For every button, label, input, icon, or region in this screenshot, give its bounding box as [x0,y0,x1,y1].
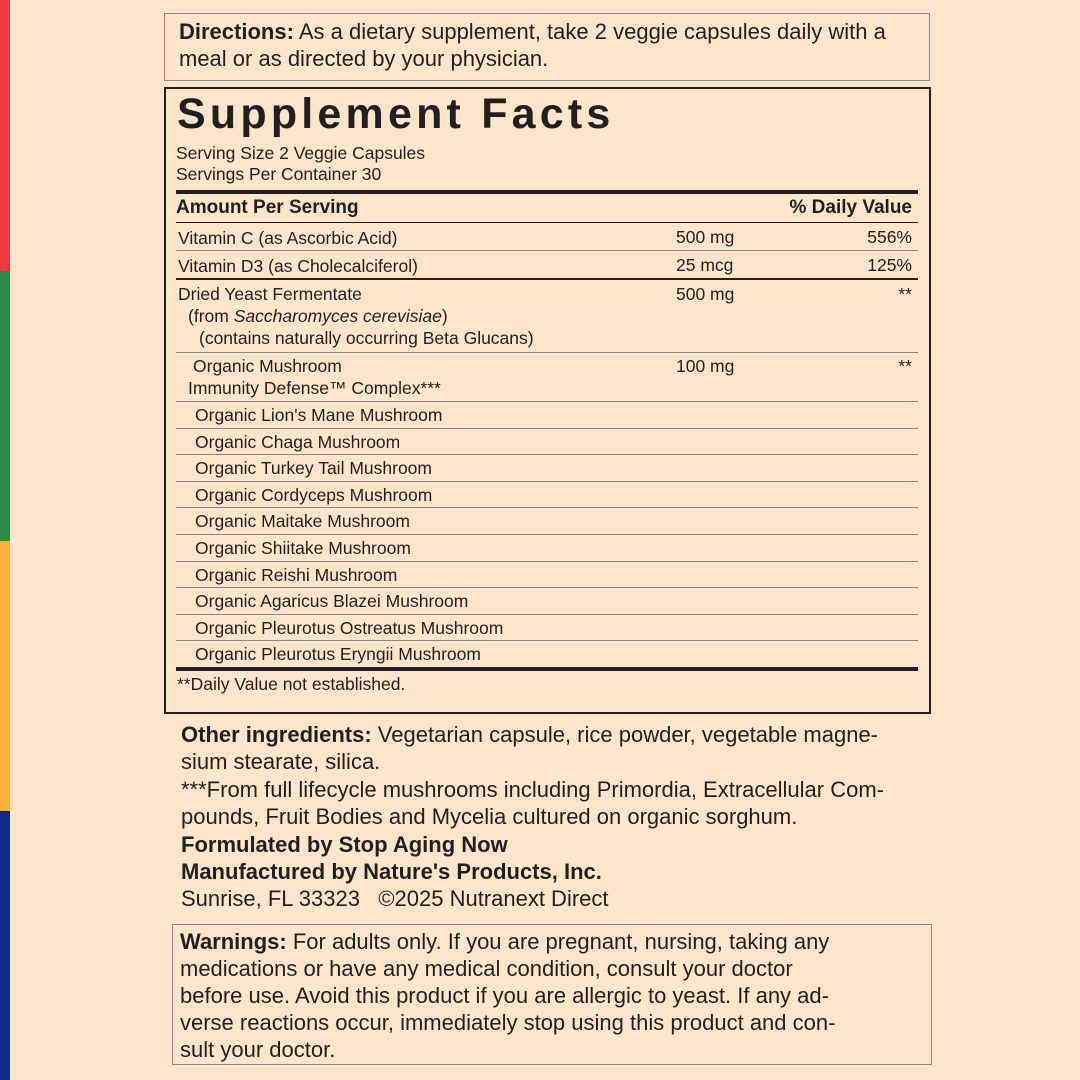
vitamin-d3-row [176,251,918,280]
list-item: Organic Cordyceps Mushroom [176,482,918,509]
complex-dv: ** [898,356,912,376]
stripe-orange [0,541,10,811]
color-stripes [0,0,10,1080]
dv-footnote: **Daily Value not established. [177,674,406,695]
yeast-line1: Dried Yeast Fermentate [178,284,362,304]
nutrient-dv: 125% [867,255,912,275]
formulated-by: Formulated by Stop Aging Now [181,831,508,857]
list-item: Organic Agaricus Blazei Mushroom [176,588,918,615]
warnings-line3: before use. Avoid this product if you are allergic to yeast. If any ad- [180,983,829,1008]
directions-box [164,13,930,81]
stripe-blue [0,811,10,1080]
other-line4: pounds, Fruit Bodies and Mycelia cultured on organic sorghum. [181,804,798,830]
nutrient-amount: 500 mg [676,227,735,247]
servings-per-container: Servings Per Container 30 [176,164,382,184]
other-line1 [181,721,941,748]
list-item: Organic Turkey Tail Mushroom [176,455,918,482]
nutrient-amount: 25 mcg [676,255,734,275]
other-ingredients [181,721,941,913]
serving-size: Serving Size 2 Veggie Capsules [176,143,426,163]
warnings-line5: sult your doctor. [180,1037,336,1062]
address-copyright: Sunrise, FL 33323 ©2025 Nutranext Direct [181,886,609,912]
warnings-label: Warnings: [180,929,287,954]
facts-header-row [176,194,918,223]
mushroom-list [176,402,918,671]
directions-label: Directions: [179,19,294,44]
nutrient-name: Vitamin C (as Ascorbic Acid) [178,228,398,248]
list-item: Organic Maitake Mushroom [176,508,918,535]
other-label: Other ingredients: [181,722,372,747]
list-item: Organic Reishi Mushroom [176,562,918,589]
vitamin-c-row [176,223,918,251]
facts-title: Supplement Facts [177,90,615,138]
yeast-row [176,280,918,353]
yeast-line2 [178,305,918,327]
list-item: Organic Pleurotus Eryngii Mushroom [176,641,918,671]
nutrient-name: Vitamin D3 (as Cholecalciferol) [178,256,418,276]
yeast-name [176,280,918,349]
list-item: Organic Lion's Mane Mushroom [176,402,918,429]
supplement-facts-panel [164,87,931,714]
other-text: Vegetarian capsule, rice powder, vegetable magne- [371,722,879,747]
warnings-text: For adults only. If you are pregnant, nursing, taking any [286,929,830,954]
other-line3: ***From full lifecycle mushrooms including Primordia, Extracellular Com- [181,776,884,802]
directions-text: As a dietary supplement, take 2 veggie capsules daily with a meal or as directed by your physician. [179,19,886,71]
complex-line1: Organic Mushroom [193,356,342,376]
nutrient-dv: 556% [867,227,912,247]
header-amount: Amount Per Serving [176,197,359,218]
yeast-dv: ** [898,284,912,304]
complex-row [176,353,918,402]
warnings-line2: medications or have any medical condition, consult your doctor [180,956,793,981]
complex-amount: 100 mg [676,356,735,376]
serving-info [176,143,918,185]
other-line2: sium stearate, silica. [181,749,381,775]
warnings-line1 [180,928,924,955]
yeast-amount: 500 mg [676,284,735,304]
header-dv: % Daily Value [789,197,912,218]
list-item: Organic Chaga Mushroom [176,429,918,456]
complex-name [176,353,918,399]
warnings-line4: verse reactions occur, immediately stop using this product and con- [180,1010,836,1035]
list-item: Organic Pleurotus Ostreatus Mushroom [176,615,918,642]
yeast-line2-prefix: (from [188,306,234,326]
stripe-green [0,271,10,541]
manufactured-by: Manufactured by Nature's Products, Inc. [181,859,602,885]
stripe-red [0,0,10,271]
complex-line2: Immunity Defense™ Complex*** [188,378,441,398]
list-item: Organic Shiitake Mushroom [176,535,918,562]
yeast-species: Saccharomyces cerevisiae [233,306,442,326]
warnings-box [172,924,932,1065]
yeast-line3: (contains naturally occurring Beta Glucans) [199,328,534,348]
yeast-line2-suffix: ) [441,306,448,326]
